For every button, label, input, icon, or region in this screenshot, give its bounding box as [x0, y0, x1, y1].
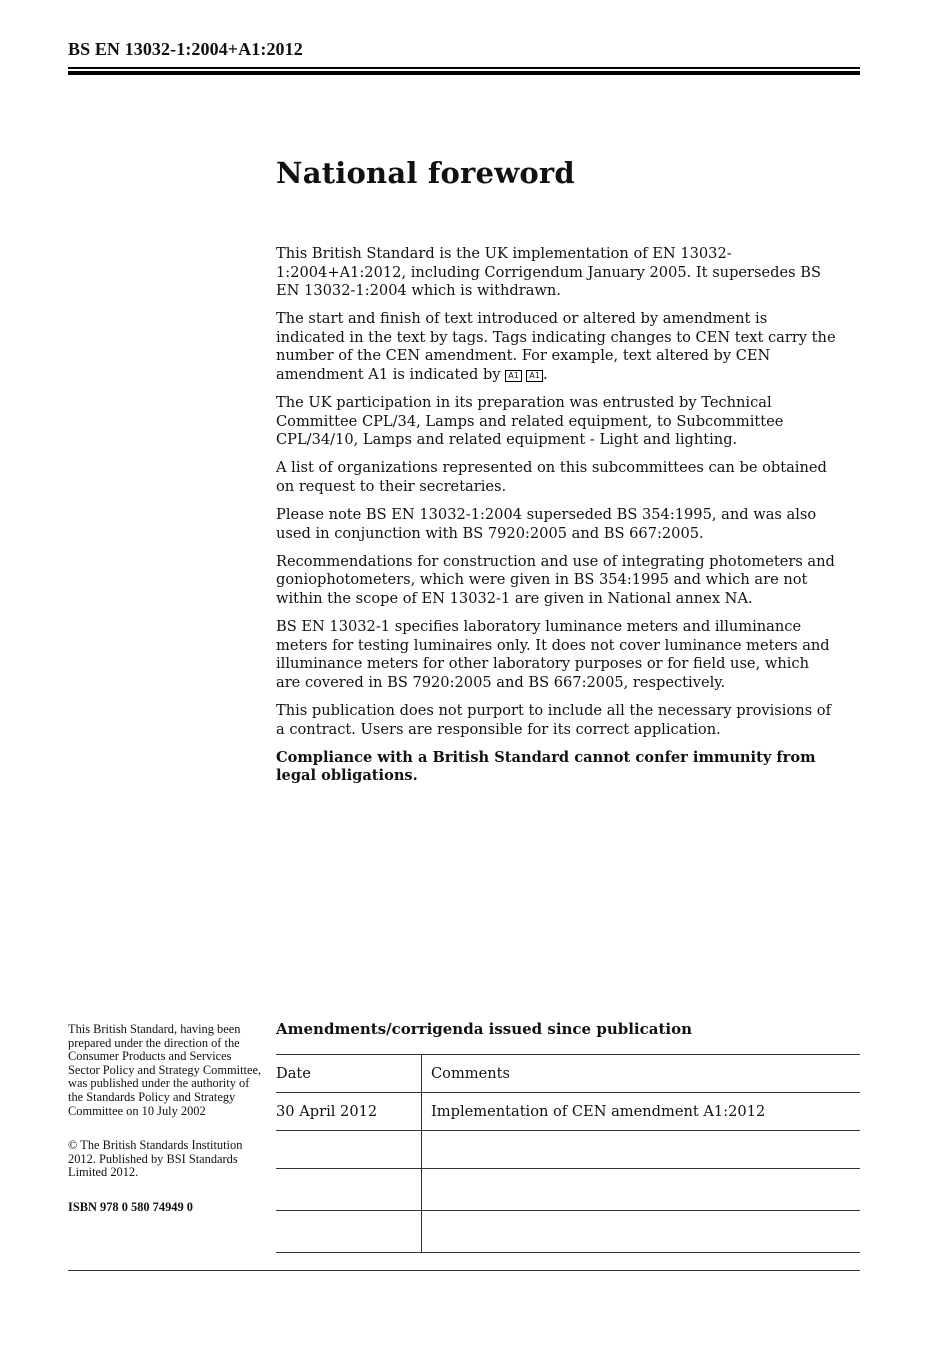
publication-sidebar — [68, 1023, 263, 1215]
foreword-paragraph: This publication does not purport to include all the necessary provisions of a contract. Users are responsible for its correct application. — [276, 701, 831, 738]
page-title: National foreword — [276, 156, 575, 190]
foreword-paragraph: Recommendations for construction and use of integrating photometers and goniophotometers, which were given in BS 354:1995 and which are not within the scope of EN 13032-1 are given in National annex NA. — [276, 552, 835, 607]
table-row — [276, 1169, 860, 1211]
amendment-date — [276, 1131, 422, 1169]
amendment-date — [276, 1169, 422, 1211]
foreword-section — [276, 156, 836, 795]
copyright-note: © The British Standards Institution 2012. Published by BSI Standards Limited 2012. — [68, 1138, 243, 1180]
amendment-comment: Implementation of CEN amendment A1:2012 — [422, 1093, 861, 1131]
amendments-table — [276, 1054, 860, 1253]
table-header-row — [276, 1055, 860, 1093]
header-comments: Comments — [422, 1055, 861, 1093]
foreword-paragraph: This British Standard is the UK implementation of EN 13032-1:2004+A1:2012, including Corrigendum January 2005. It supersedes BS EN 13032-1:2004 which is withdrawn. — [276, 245, 821, 300]
foreword-paragraph: BS EN 13032-1 specifies laboratory luminance meters and illuminance meters for testing luminaires only. It does not cover luminance meters and illuminance meters for other laboratory purposes or for field use, which are covered in BS 7920:2005 and BS 667:2005, respectively. — [276, 618, 830, 691]
amendment-comment — [422, 1169, 861, 1211]
amendments-title: Amendments/corrigenda issued since publication — [276, 1020, 692, 1038]
amendment-tag-close: A1 — [526, 370, 543, 382]
table-row — [276, 1211, 860, 1253]
amendment-comment — [422, 1131, 861, 1169]
table-row — [276, 1131, 860, 1169]
prepared-note: This British Standard, having been prepared under the direction of the Consumer Products and Services Sector Policy and Strategy Committee, was published under the authority of the Standards Policy and Strategy Committee on 10 July 2002 — [68, 1022, 262, 1118]
foreword-paragraph-tags — [276, 310, 836, 384]
foreword-paragraph: A list of organizations represented on this subcommittees can be obtained on request to their secretaries. — [276, 459, 827, 496]
footer-rule — [68, 1270, 860, 1271]
foreword-paragraph-text: The start and finish of text introduced or altered by amendment is indicated in the text by tags. Tags indicating changes to CEN text carry the number of the CEN amendment. For example, text altered by CEN amendment A1 is indicated by — [276, 310, 836, 384]
header-date: Date — [276, 1055, 422, 1093]
document-header-id: BS EN 13032-1:2004+A1:2012 — [68, 39, 303, 59]
header-rule-thick — [68, 71, 860, 75]
isbn: ISBN 978 0 580 74949 0 — [68, 1199, 193, 1214]
amendment-date — [276, 1211, 422, 1253]
table-row — [276, 1093, 860, 1131]
compliance-statement: Compliance with a British Standard cannot confer immunity from legal obligations. — [276, 748, 816, 785]
header-rule-thin — [68, 67, 860, 69]
foreword-paragraph: The UK participation in its preparation was entrusted by Technical Committee CPL/34, Lamps and related equipment, to Subcommittee CPL/34/10, Lamps and related equipment - Light and lighting. — [276, 394, 784, 449]
foreword-paragraph: Please note BS EN 13032-1:2004 superseded BS 354:1995, and was also used in conjunction with BS 7920:2005 and BS 667:2005. — [276, 506, 817, 542]
amendment-tag-open: A1 — [505, 370, 522, 382]
tag-sentence-end: . — [542, 366, 548, 384]
amendment-date: 30 April 2012 — [276, 1093, 422, 1131]
amendment-comment — [422, 1211, 861, 1253]
